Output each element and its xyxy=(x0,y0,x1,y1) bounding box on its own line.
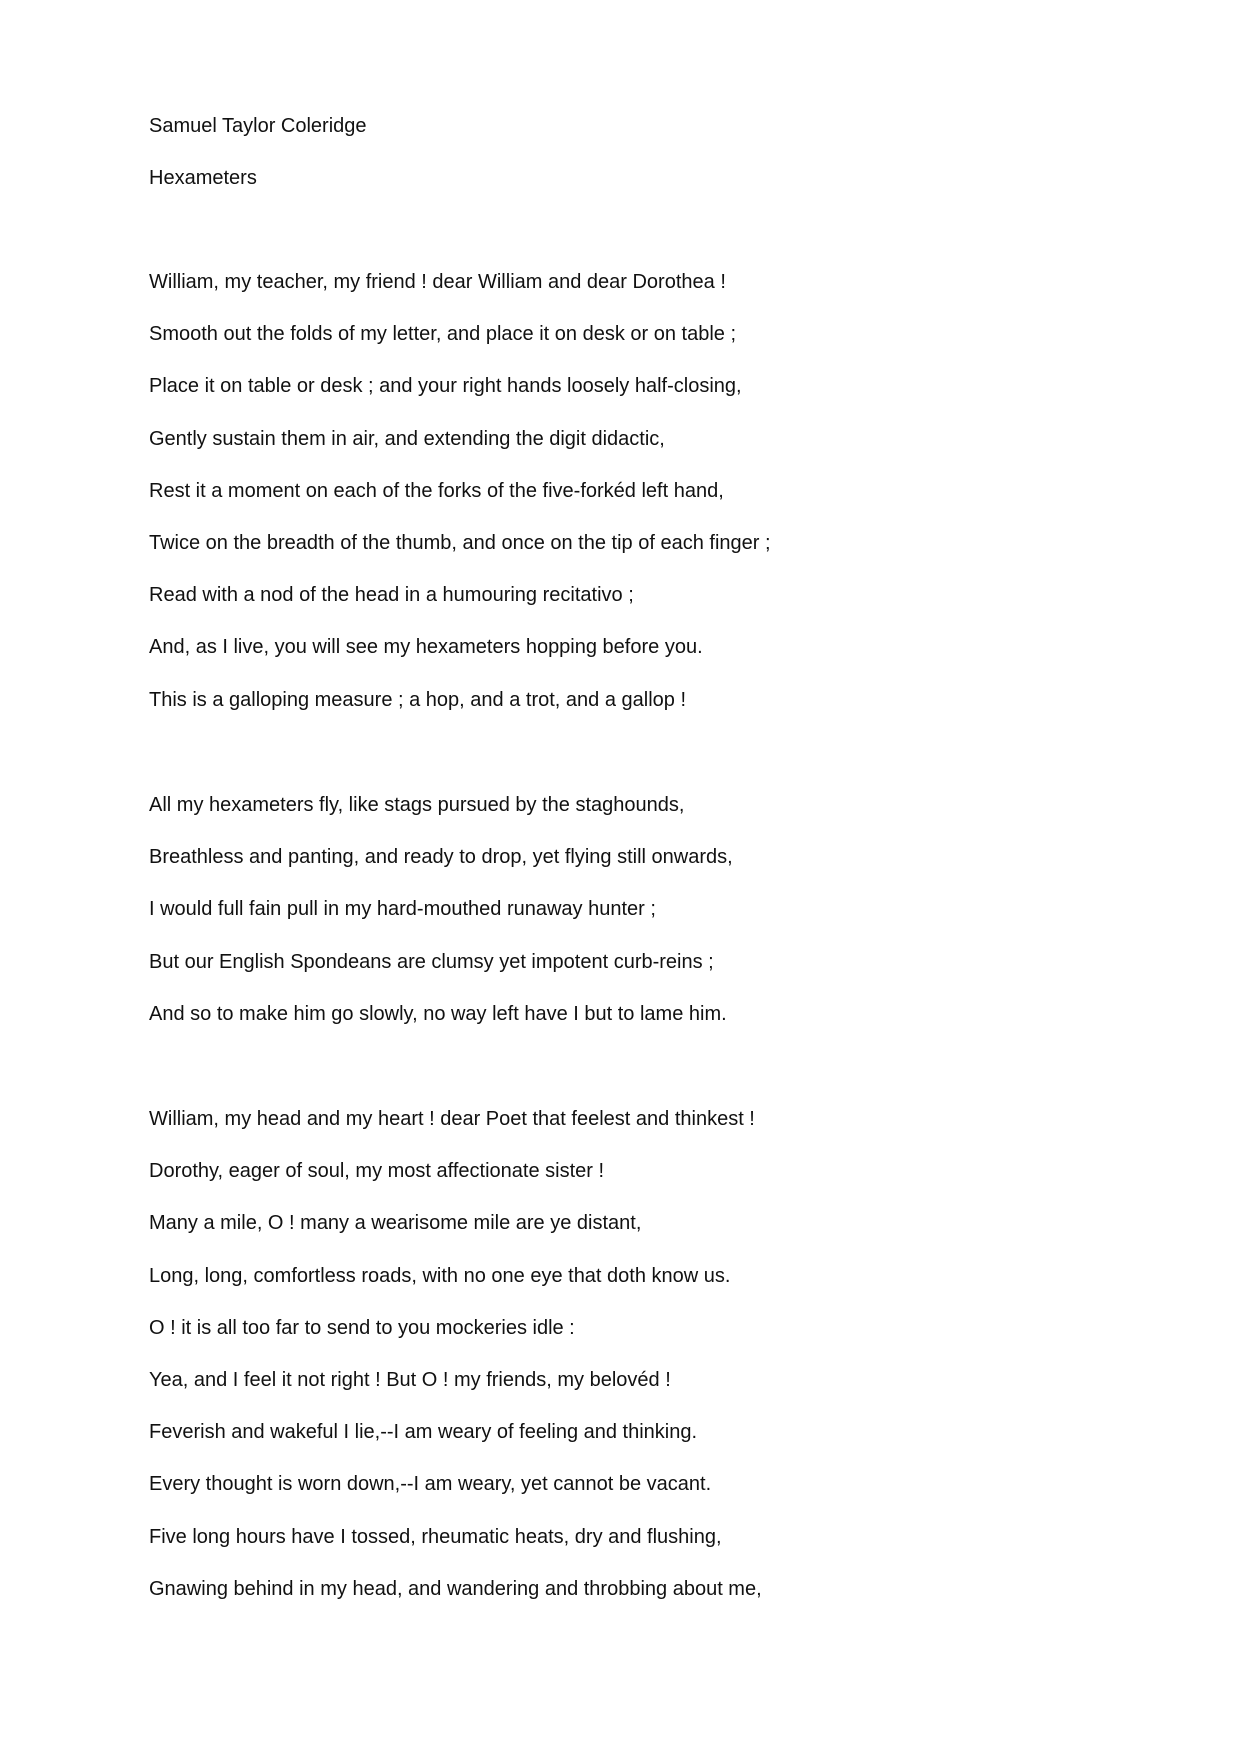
poem-title: Hexameters xyxy=(149,167,257,189)
poem-line: William, my head and my heart ! dear Poet that feelest and thinkest ! xyxy=(149,1108,755,1130)
poem-line: William, my teacher, my friend ! dear William and dear Dorothea ! xyxy=(149,271,726,293)
poem-line: Feverish and wakeful I lie,--I am weary of feeling and thinking. xyxy=(149,1421,698,1443)
poem-line: All my hexameters fly, like stags pursued by the staghounds, xyxy=(149,794,685,816)
poem-line: Read with a nod of the head in a humouring recitativo ; xyxy=(149,584,634,606)
poem-line: Every thought is worn down,--I am weary, yet cannot be vacant. xyxy=(149,1473,712,1495)
poem-line: But our English Spondeans are clumsy yet impotent curb-reins ; xyxy=(149,951,714,973)
poem-line: Smooth out the folds of my letter, and place it on desk or on table ; xyxy=(149,323,737,345)
poem-line: Dorothy, eager of soul, my most affectionate sister ! xyxy=(149,1160,605,1182)
poem-line: Place it on table or desk ; and your right hands loosely half-closing, xyxy=(149,375,742,397)
author-name: Samuel Taylor Coleridge xyxy=(149,115,367,137)
poem-line: Rest it a moment on each of the forks of the five-forkéd left hand, xyxy=(149,480,724,502)
poem-line: Breathless and panting, and ready to drop, yet flying still onwards, xyxy=(149,846,733,868)
poem-line: Many a mile, O ! many a wearisome mile are ye distant, xyxy=(149,1212,642,1234)
poem-line: And so to make him go slowly, no way left have I but to lame him. xyxy=(149,1003,727,1025)
poem-line: O ! it is all too far to send to you mockeries idle : xyxy=(149,1317,575,1339)
poem-line: I would full fain pull in my hard-mouthed runaway hunter ; xyxy=(149,898,656,920)
poem-line: This is a galloping measure ; a hop, and a trot, and a gallop ! xyxy=(149,689,687,711)
poem-line: Gently sustain them in air, and extending the digit didactic, xyxy=(149,428,665,450)
poem-line: Twice on the breadth of the thumb, and once on the tip of each finger ; xyxy=(149,532,771,554)
poem-line: Five long hours have I tossed, rheumatic heats, dry and flushing, xyxy=(149,1526,722,1548)
poem-line: And, as I live, you will see my hexameters hopping before you. xyxy=(149,636,703,658)
poem-line: Long, long, comfortless roads, with no one eye that doth know us. xyxy=(149,1265,731,1287)
poem-line: Yea, and I feel it not right ! But O ! my friends, my belovéd ! xyxy=(149,1369,671,1391)
poem-line: Gnawing behind in my head, and wandering and throbbing about me, xyxy=(149,1578,762,1600)
